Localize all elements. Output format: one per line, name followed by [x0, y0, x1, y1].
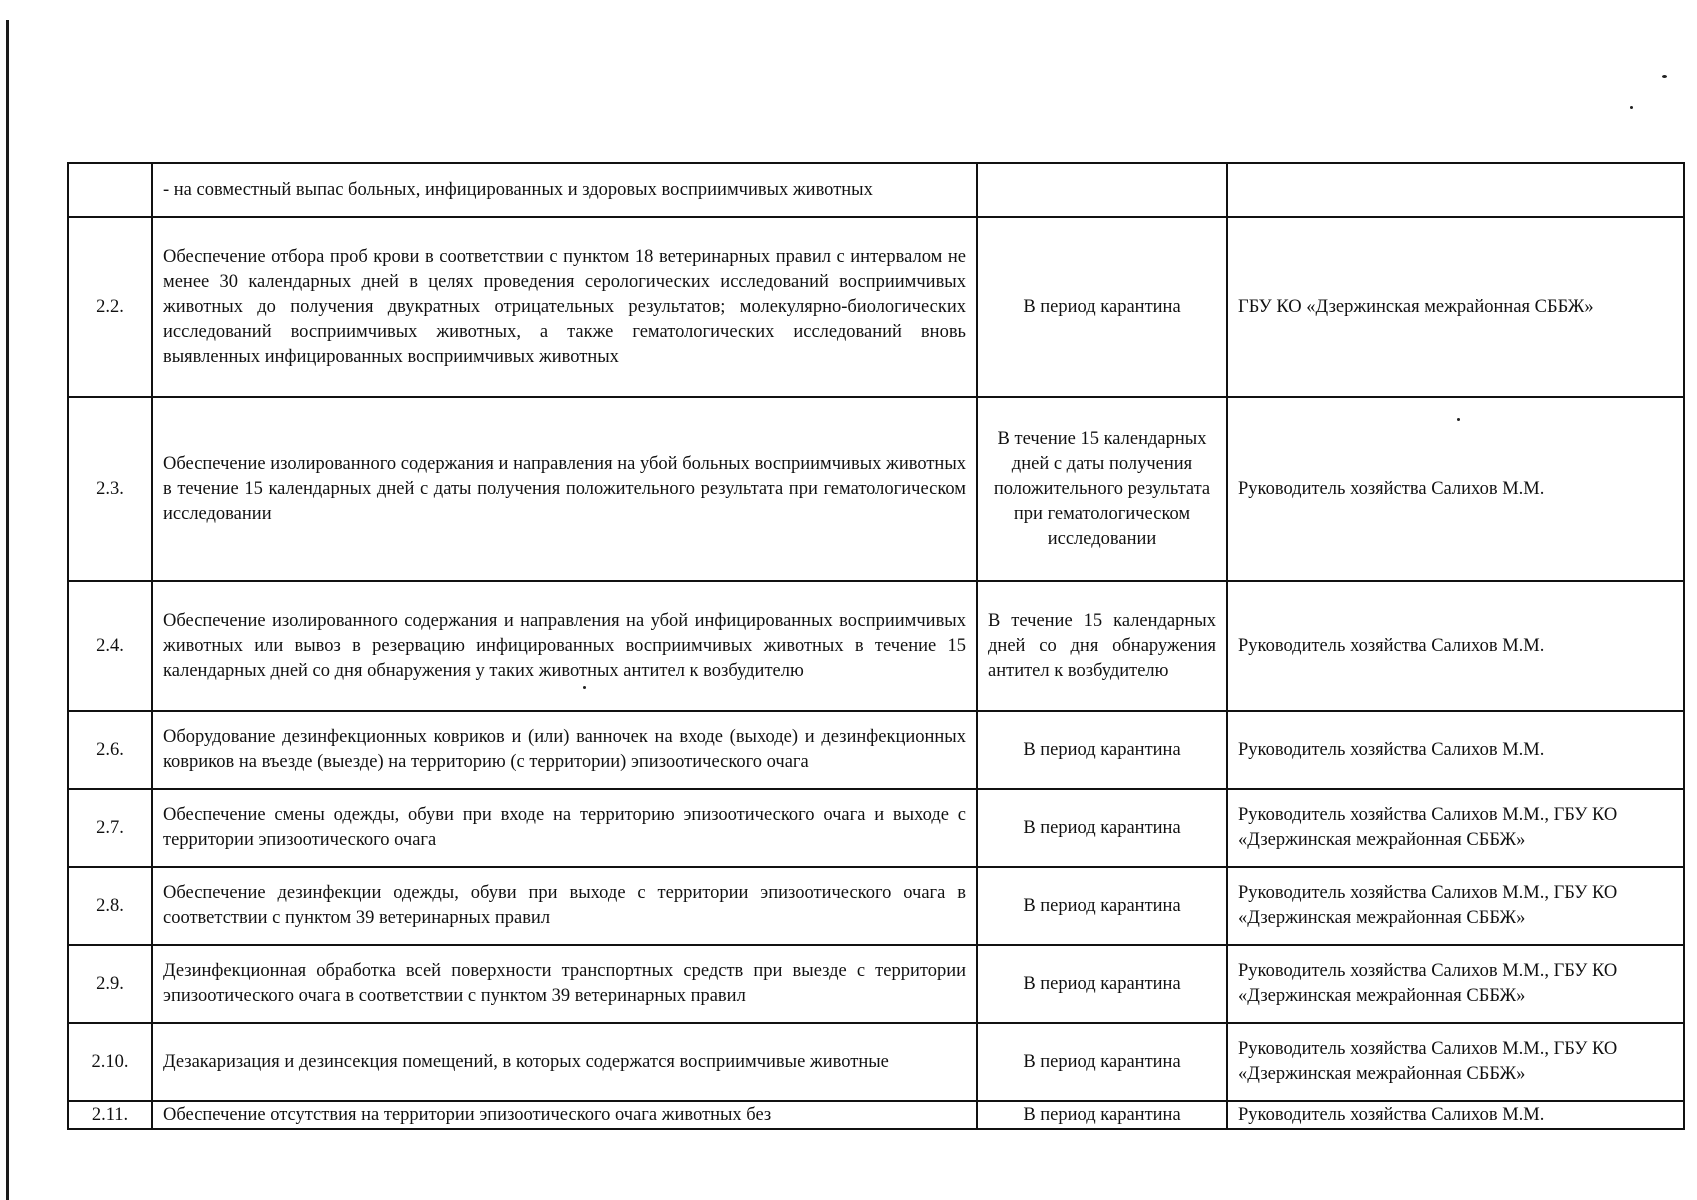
measure-term: В течение 15 календарных дней с даты получения положительного результата при гематологическом исследовании	[977, 397, 1227, 581]
measure-responsible: Руководитель хозяйства Салихов М.М., ГБУ КО «Дзержинская межрайонная СББЖ»	[1227, 867, 1684, 945]
measure-responsible: ГБУ КО «Дзержинская межрайонная СББЖ»	[1227, 217, 1684, 397]
table-row	[68, 397, 1684, 581]
measure-term: В период карантина	[977, 711, 1227, 789]
table-row	[68, 711, 1684, 789]
measure-text: - на совместный выпас больных, инфицированных и здоровых восприимчивых животных	[152, 163, 977, 217]
row-number: 2.11.	[68, 1101, 152, 1129]
table-row	[68, 1101, 1684, 1129]
measure-responsible: Руководитель хозяйства Салихов М.М., ГБУ КО «Дзержинская межрайонная СББЖ»	[1227, 945, 1684, 1023]
table-row	[68, 217, 1684, 397]
table-row	[68, 867, 1684, 945]
measure-text: Обеспечение смены одежды, обуви при входе на территорию эпизоотического очага и выходе с территории эпизоотического очага	[152, 789, 977, 867]
measure-text: Обеспечение изолированного содержания и направления на убой больных восприимчивых животных в течение 15 календарных дней с даты получения положительного результата при гематологическом исследовании	[152, 397, 977, 581]
measure-text: Обеспечение отбора проб крови в соответствии с пунктом 18 ветеринарных правил с интервалом не менее 30 календарных дней в целях проведения серологических исследований восприимчивых животных до получения двукратных отрицательных результатов; молекулярно-биологических исследований восприимчивых животных, а также гематологических исследований вновь выявленных инфицированных восприимчивых животных	[152, 217, 977, 397]
measure-term: В период карантина	[977, 945, 1227, 1023]
row-number	[68, 163, 152, 217]
measure-responsible: Руководитель хозяйства Салихов М.М.	[1227, 711, 1684, 789]
left-margin-line	[6, 20, 9, 1200]
measure-term: В период карантина	[977, 789, 1227, 867]
measure-term: В период карантина	[977, 1023, 1227, 1101]
row-number: 2.6.	[68, 711, 152, 789]
row-number: 2.2.	[68, 217, 152, 397]
measure-term: В течение 15 календарных дней со дня обнаружения антител к возбудителю	[977, 581, 1227, 711]
table-row	[68, 581, 1684, 711]
measure-text: Обеспечение отсутствия на территории эпизоотического очага животных без	[152, 1101, 977, 1129]
scan-speck	[1662, 75, 1667, 78]
row-number: 2.10.	[68, 1023, 152, 1101]
measure-responsible: Руководитель хозяйства Салихов М.М.	[1227, 581, 1684, 711]
measure-term: В период карантина	[977, 1101, 1227, 1129]
measure-text: Оборудование дезинфекционных ковриков и (или) ванночек на входе (выходе) и дезинфекционных ковриков на въезде (выезде) на территорию (с территории) эпизоотического очага	[152, 711, 977, 789]
measure-responsible	[1227, 163, 1684, 217]
measure-term: В период карантина	[977, 867, 1227, 945]
measure-text: Дезакаризация и дезинсекция помещений, в которых содержатся восприимчивые животные	[152, 1023, 977, 1101]
measure-text: Обеспечение изолированного содержания и направления на убой инфицированных восприимчивых животных или вывоз в резервацию инфицированных восприимчивых животных в течение 15 календарных дней со дня обнаружения у таких животных антител к возбудителю	[152, 581, 977, 711]
measure-responsible: Руководитель хозяйства Салихов М.М., ГБУ КО «Дзержинская межрайонная СББЖ»	[1227, 1023, 1684, 1101]
measure-responsible: Руководитель хозяйства Салихов М.М., ГБУ КО «Дзержинская межрайонная СББЖ»	[1227, 789, 1684, 867]
table-row	[68, 789, 1684, 867]
table-row	[68, 163, 1684, 217]
scan-speck	[1630, 106, 1633, 109]
table-row	[68, 945, 1684, 1023]
row-number: 2.8.	[68, 867, 152, 945]
table-row	[68, 1023, 1684, 1101]
measure-term	[977, 163, 1227, 217]
row-number: 2.4.	[68, 581, 152, 711]
measure-text: Обеспечение дезинфекции одежды, обуви при выходе с территории эпизоотического очага в соответствии с пунктом 39 ветеринарных правил	[152, 867, 977, 945]
row-number: 2.7.	[68, 789, 152, 867]
measure-responsible: Руководитель хозяйства Салихов М.М.	[1227, 1101, 1684, 1129]
measure-responsible: Руководитель хозяйства Салихов М.М.	[1227, 397, 1684, 581]
row-number: 2.3.	[68, 397, 152, 581]
measure-text: Дезинфекционная обработка всей поверхности транспортных средств при выезде с территории эпизоотического очага в соответствии с пунктом 39 ветеринарных правил	[152, 945, 977, 1023]
measure-term: В период карантина	[977, 217, 1227, 397]
measures-table	[67, 162, 1685, 1130]
row-number: 2.9.	[68, 945, 152, 1023]
